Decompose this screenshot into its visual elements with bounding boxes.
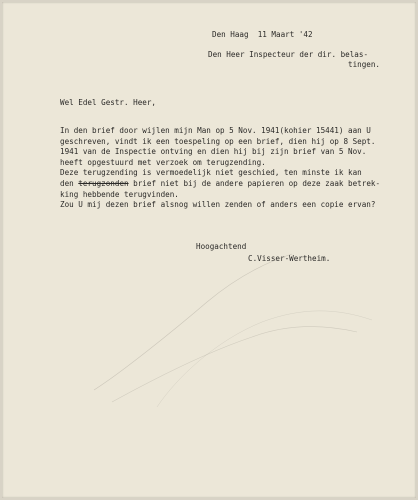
body-line	[60, 158, 380, 169]
body-line	[60, 137, 380, 148]
body-line	[60, 168, 380, 179]
body-line	[60, 200, 380, 211]
body-text: geschreven, vindt ik een toespeling op een brief, dien hij op 8 Sept.	[60, 136, 376, 146]
body-text: heeft opgestuurd met verzoek om terugzending.	[60, 157, 266, 167]
body-line	[60, 190, 380, 201]
body-text: brief niet bij de andere papieren op deze zaak betrek-	[128, 178, 381, 188]
letter-page	[2, 2, 416, 498]
letter-body	[60, 126, 380, 211]
body-line	[60, 126, 380, 137]
closing: Hoogachtend	[196, 242, 247, 251]
struck-text: terugzonden	[78, 178, 129, 188]
pencil-line-3	[157, 311, 372, 407]
body-text: In den brief door wijlen mijn Man op 5 Nov. 1941(kohier 15441) aan U	[60, 126, 371, 135]
body-text: den	[60, 178, 79, 188]
pencil-line-1	[94, 254, 292, 390]
body-line	[60, 147, 380, 158]
body-line	[60, 179, 380, 190]
body-text: 1941 van de Inspectie ontving en dien hij bij zijn brief van 5 Nov.	[60, 147, 367, 157]
pencil-line-2	[112, 327, 357, 402]
signature: C.Visser-Wertheim.	[248, 254, 331, 263]
addressee-line-1: Den Heer Inspecteur der dir. belas-	[208, 50, 369, 59]
letter-date: Den Haag 11 Maart '42	[212, 30, 313, 39]
addressee-line-2: tingen.	[348, 60, 381, 69]
body-text: Deze terugzending is vermoedelijk niet geschied, ten minste ik kan	[60, 168, 362, 178]
body-text: king hebbende terugvinden.	[60, 189, 179, 199]
salutation: Wel Edel Gestr. Heer,	[60, 98, 157, 107]
body-text: Zou U mij dezen brief alsnog willen zenden of anders een copie ervan?	[60, 200, 376, 210]
